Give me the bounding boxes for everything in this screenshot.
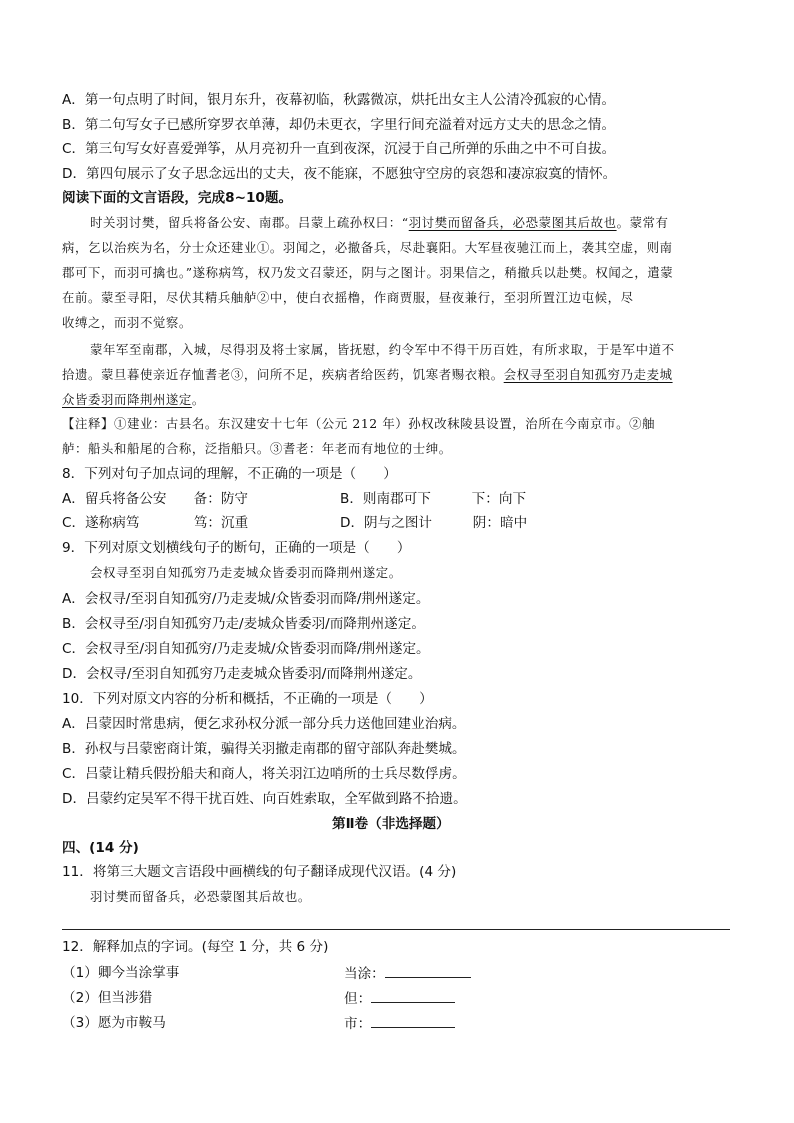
- passage-text: 拾遗。蒙旦暮使亲近存恤耆老③，问所不足，疾病者给医药，饥寒者赐衣粮。: [62, 367, 504, 382]
- q9-sentence: 会权寻至羽自知孤穷乃走麦城众皆委羽而降荆州遂定。: [90, 565, 402, 580]
- q10-stem: 10．下列对原文内容的分析和概括，不正确的一项是（ ）: [62, 691, 433, 707]
- q12-item-1-word: （1）卿今当涂掌事: [62, 965, 180, 981]
- q8-options-row2: [62, 513, 730, 533]
- passage-text: 。: [191, 392, 205, 407]
- q8-stem: 8．下列对句子加点词的理解，不正确的一项是（ ）: [62, 466, 397, 482]
- q10-option-d: D．吕蒙约定吴军不得干扰百姓、向百姓索取，全军做到路不拾遗。: [62, 791, 467, 807]
- answer-blank[interactable]: [385, 963, 471, 978]
- passage-p1-line3: 郡可下，而羽可擒也。”遂称病笃，权乃发文召蒙还，阴与之图计。羽果信之，稍撤兵以赴樊。权闻之，遣蒙: [62, 265, 674, 280]
- q7-option-b: B．第二句写女子已感所穿罗衣单薄，却仍未更衣，字里行间充溢着对远方丈夫的思念之情。: [62, 117, 616, 133]
- q12-item-2-word: （2）但当涉猎: [62, 990, 153, 1006]
- q12-item-2: [62, 988, 730, 1008]
- q9-stem: 9．下列对原文划横线句子的断句，正确的一项是（ ）: [62, 540, 411, 556]
- answer-line[interactable]: [62, 929, 730, 930]
- passage-text: 。蒙常有: [616, 215, 669, 230]
- passage-text: 时关羽讨樊，留兵将备公安、南郡。吕蒙上疏孙权曰：“: [90, 215, 409, 230]
- underlined-sentence: 众皆委羽而降荆州遂定: [62, 392, 192, 407]
- q9-option-d: D．会权寻/至羽自知孤穷乃走麦城众皆委羽/而降荆州遂定。: [62, 666, 422, 682]
- q12-item-3-word: （3）愿为市鞍马: [62, 1015, 166, 1031]
- passage-p2-line3: [62, 390, 205, 410]
- answer-label: 市：: [344, 1016, 372, 1032]
- q11-sentence: 羽讨樊而留备兵，必恐蒙图其后故也。: [90, 889, 311, 904]
- q7-option-c: C．第三句写女好喜爱弹筝，从月亮初升一直到夜深，沉浸于自己所弹的乐曲之中不可自拔。: [62, 141, 616, 157]
- answer-label: 当涂：: [344, 966, 385, 982]
- q12-item-3-answer: [344, 1013, 455, 1034]
- q7-option-d: D．第四句展示了女子思念远出的丈夫，夜不能寐，不愿独守空房的哀怨和凄凉寂寞的情怀。: [62, 166, 617, 182]
- q9-option-a: A．会权寻/至羽自知孤穷/乃走麦城/众皆委羽而降/荆州遂定。: [62, 591, 430, 607]
- q12-item-1: [62, 963, 730, 983]
- passage-p2-line2: [62, 365, 673, 385]
- notes-line1: 【注释】①建业：古县名。东汉建安十七年（公元 212 年）孙权改秣陵县设置，治所在今南京市。②舳: [62, 416, 656, 431]
- q12-item-1-answer: [344, 963, 471, 984]
- q9-option-b: B．会权寻至/羽自知孤穷乃走/麦城众皆委羽/而降荆州遂定。: [62, 616, 425, 632]
- q12-item-2-answer: [344, 988, 455, 1009]
- q10-option-c: C．吕蒙让精兵假扮船夫和商人，将关羽江边哨所的士兵尽数俘虏。: [62, 766, 466, 782]
- passage-p2-line1: 蒙年军至南郡，入城，尽得羽及将士家属，皆抚慰，约令军中不得干历百姓，有所求取，于是军中道不: [90, 342, 675, 357]
- underlined-sentence: 羽讨樊而留备兵，必恐蒙图其后故也: [408, 215, 617, 230]
- passage-p1-line4: 在前。蒙至寻阳，尽伏其精兵舳舻②中，使白衣摇橹，作商贾服，昼夜兼行，至羽所置江边屯候，尽: [62, 290, 634, 305]
- underlined-sentence: 会权寻至羽自知孤穷乃走麦城: [503, 367, 673, 382]
- passage-p1-line2: 病，乞以治疾为名，分士众还建业①。羽闻之，必撤备兵，尽赴襄阳。大军昼夜驰江而上，袭其空虚，则南: [62, 240, 673, 255]
- q11-stem: 11．将第三大题文言语段中画横线的句子翻译成现代汉语。(4 分): [62, 864, 457, 880]
- q9-option-c: C．会权寻至/羽自知孤穷/乃走麦城/众皆委羽而降/荆州遂定。: [62, 641, 430, 657]
- q8-option-d: D．阴与之图计 阴：暗中: [340, 515, 528, 531]
- q8-option-b: B．则南郡可下 下：向下: [340, 491, 527, 507]
- reading-heading: 阅读下面的文言语段，完成8~10题。: [62, 190, 293, 206]
- q12-item-3: [62, 1013, 730, 1033]
- q8-option-a: A．留兵将备公安 备：防守: [62, 491, 249, 507]
- volume2-title: 第Ⅱ卷（非选择题）: [332, 816, 450, 832]
- answer-blank[interactable]: [371, 988, 455, 1003]
- q12-stem: 12．解释加点的字词。(每空 1 分，共 6 分): [62, 939, 329, 955]
- q8-options-row1: [62, 489, 730, 509]
- volume2-title-row: [62, 814, 730, 834]
- q10-option-b: B．孙权与吕蒙密商计策，骗得关羽撤走南郡的留守部队奔赴樊城。: [62, 741, 466, 757]
- q8-option-c: C．遂称病笃 笃：沉重: [62, 515, 249, 531]
- q10-option-a: A．吕蒙因时常患病，便乞求孙权分派一部分兵力送他回建业治病。: [62, 716, 466, 732]
- passage-p1-line5: 收缚之，而羽不觉察。: [62, 315, 192, 330]
- passage-p1-line1: [90, 213, 669, 233]
- answer-blank[interactable]: [371, 1013, 455, 1028]
- q7-option-a: A．第一句点明了时间，银月东升，夜幕初临，秋露微凉，烘托出女主人公清冷孤寂的心情。: [62, 92, 616, 108]
- notes-line2: 舻：船头和船尾的合称，泛指船只。③耆老：年老而有地位的士绅。: [62, 441, 452, 456]
- answer-label: 但：: [344, 991, 372, 1007]
- section4-heading: 四、(14 分): [62, 840, 139, 856]
